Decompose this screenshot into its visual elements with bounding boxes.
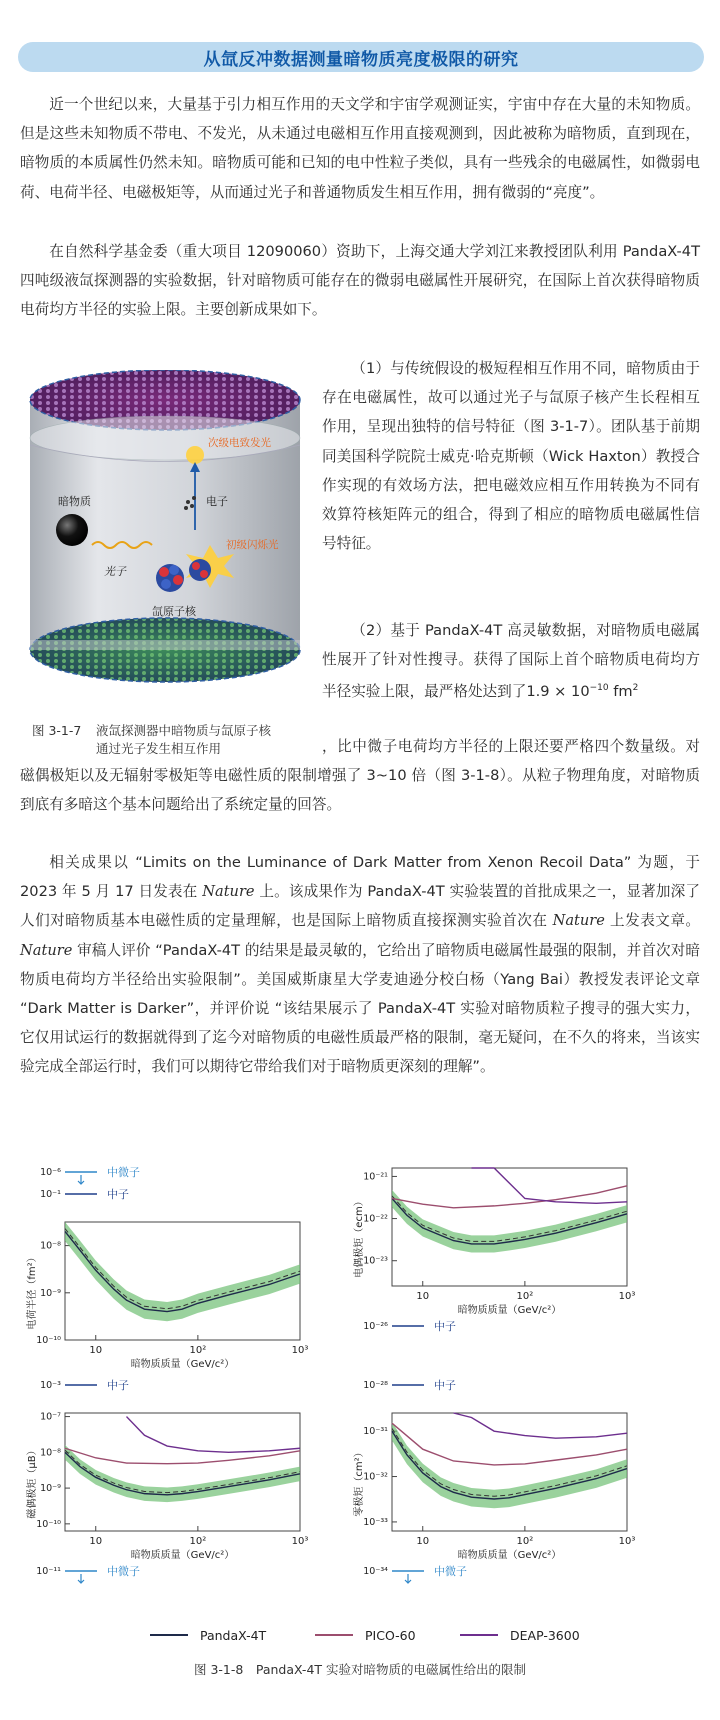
x-axis-label: 暗物质质量（GeV/c²） <box>130 1359 235 1370</box>
x-axis-label: 暗物质质量（GeV/c²） <box>457 1550 562 1561</box>
y-tick-label: 10⁻⁷ <box>40 1411 61 1423</box>
label-electron: 电子 <box>206 495 228 508</box>
p5-nature1: Nature <box>202 883 255 901</box>
reference-label: 中子 <box>434 1379 456 1392</box>
x-tick-label: 10² <box>189 1345 207 1356</box>
paragraph-1: 近一个世纪以来，大量基于引力相互作用的天文学和宇宙学观测证实，宇宙中存在大量的未知物质。但是这些未知物质不带电、不发光，从未通过电磁相互作用直接观测到，因此被称为暗物质，直到现在，暗物质的本质属性仍然未知。暗物质可能和已知的电中性粒子类似，具有一些残余的电磁属性，如微弱电荷、电荷半径、电磁极矩等，从而通过光子和普通物质发生相互作用，拥有微弱的“亮度”。 <box>20 96 700 201</box>
secondary-light-flash <box>186 446 204 464</box>
legend-item-deap <box>460 1625 580 1645</box>
y-tick-label: 10⁻⁹ <box>40 1483 61 1495</box>
y-tick-label: 10⁻¹⁰ <box>36 1518 61 1530</box>
limit-arrow <box>78 1175 84 1184</box>
y-tick-label: 10⁻²² <box>363 1213 388 1225</box>
charge-radius-exponent: −10 <box>589 683 609 694</box>
x-tick-label: 10² <box>516 1536 534 1547</box>
y-axis-label: 电偶极矩（ecm） <box>354 1196 365 1278</box>
y-tick-label: 10⁻²³ <box>363 1255 388 1267</box>
charge-radius-limit: 1.9 × 10 <box>526 683 590 701</box>
reference-label: 中子 <box>107 1188 129 1201</box>
y-tick-label: 10⁻²⁸ <box>363 1380 388 1391</box>
label-dark-matter: 暗物质 <box>58 495 91 508</box>
legend-label-pandax: PandaX-4T <box>200 1627 267 1643</box>
legend-item-pico <box>315 1625 416 1645</box>
plot-frame <box>65 1413 300 1531</box>
reference-label: 中子 <box>434 1320 456 1333</box>
x-tick-label: 10 <box>89 1345 103 1356</box>
p5-part2: 上。该成果作为 PandaX-4T 实验装置的首批成果之一，显著加深了人们对暗物质基本电磁性质的定量理解，也是国际上暗物质直接探测实验首次在 <box>20 883 700 930</box>
label-photon: 光子 <box>104 565 126 578</box>
limit-arrow <box>78 1574 84 1583</box>
sensitivity-band <box>65 1222 300 1321</box>
y-tick-label: 10⁻³⁴ <box>363 1566 388 1577</box>
label-primary-light: 初级闪烁光 <box>226 539 279 551</box>
x-axis-label: 暗物质质量（GeV/c²） <box>130 1550 235 1561</box>
p5-nature2: Nature <box>552 912 605 930</box>
x-tick-label: 10² <box>189 1536 207 1547</box>
reference-label: 中微子 <box>107 1565 140 1578</box>
p5-nature3: Nature <box>20 941 73 959</box>
y-tick-label: 10⁻³¹ <box>363 1426 388 1438</box>
series-line-deap-3600 <box>126 1417 300 1453</box>
y-tick-label: 10⁻⁸ <box>40 1240 61 1252</box>
paragraph-5 <box>20 848 700 1082</box>
x-tick-label: 10 <box>89 1536 103 1547</box>
legend-label-deap: DEAP-3600 <box>510 1627 580 1643</box>
x-tick-label: 10 <box>416 1291 430 1302</box>
legend-swatch-pandax <box>150 1634 188 1636</box>
chart-panel-3 <box>25 1378 308 1583</box>
p5-part4: 审稿人评价 “PandaX-4T 的结果是最灵敏的，它给出了暗物质电磁属性最强的限制，并首次对暗物质电荷均方半径给出实验限制”。美国威斯康星大学麦迪逊分校白杨（Yang Bai）教授发表评论文章 “Dark Matter is Darker”，并评价说 “该结果展示了 PandaX-4T 实验对暗物质粒子搜寻的强大实力，它仅用试运行的数据就得到了迄今对暗物质的电磁性质最严格的限制，毫无疑问，在不久的将来，当该实验完成全部运行时，我们可以期待它带给我们对于暗物质更深刻的理解”。 <box>20 941 700 1076</box>
paragraph-3: （1）与传统假设的极短程相互作用不同，暗物质由于存在电磁属性，故可以通过光子与氙原子核产生长程相互作用，呈现出独特的信号特征（图 3-1-7）。团队基于前期同美国科学院院士威克·哈克斯顿（Wick Haxton）教授合作实现的有效场方法，把电磁效应相互作用转换为不同有效算符核矩阵元的组合，得到了相应的暗物质电磁属性信号特征。 <box>322 360 700 553</box>
page-title: 从氙反冲数据测量暗物质亮度极限的研究 <box>203 49 519 70</box>
y-tick-label: 10⁻²¹ <box>363 1171 388 1183</box>
y-tick-label: 10⁻²⁶ <box>363 1321 388 1332</box>
charge-radius-unit-exponent: 2 <box>632 683 639 694</box>
label-secondary-light: 次级电致发光 <box>208 437 271 449</box>
y-tick-label: 10⁻¹ <box>40 1189 61 1200</box>
x-tick-label: 10 <box>416 1536 430 1547</box>
reference-label: 中微子 <box>434 1565 467 1578</box>
y-tick-label: 10⁻⁶ <box>40 1167 61 1178</box>
y-tick-label: 10⁻⁸ <box>40 1447 61 1459</box>
p5-part3: 上发表文章。 <box>604 912 700 930</box>
y-tick-label: 10⁻¹¹ <box>36 1566 61 1577</box>
x-axis-label: 暗物质质量（GeV/c²） <box>457 1305 562 1316</box>
legend-swatch-pico <box>315 1634 353 1636</box>
y-tick-label: 10⁻⁹ <box>40 1287 61 1299</box>
series-line-pico-60 <box>392 1186 627 1208</box>
y-tick-label: 10⁻¹⁰ <box>36 1335 61 1346</box>
x-tick-label: 10³ <box>618 1536 636 1547</box>
series-line-deap-3600 <box>471 1168 627 1203</box>
em-limits-charts <box>20 1160 710 1590</box>
paragraph-4-cont: ，比中微子电荷均方半径的上限还要严格四个数量级。对 <box>322 738 700 755</box>
dark-matter-ball <box>56 514 88 546</box>
paragraph-2: 在自然科学基金委（重大项目 12090060）资助下，上海交通大学刘江来教授团队利用 PandaX-4T 四吨级液氙探测器的实验数据，针对暗物质可能存在的微弱电磁属性开展研究，在国际上首次获得暗物质电荷均方半径的实验上限。主要创新成果如下。 <box>20 243 700 319</box>
chart-panel-2 <box>352 1168 635 1333</box>
chart-legend <box>150 1625 590 1645</box>
y-tick-label: 10⁻³² <box>363 1471 388 1483</box>
reference-label: 中子 <box>107 1379 129 1392</box>
reference-label: 中微子 <box>107 1166 140 1179</box>
chart-panel-4 <box>352 1378 635 1583</box>
legend-swatch-deap <box>460 1634 498 1636</box>
p5-part1: 相关成果以 “Limits on the Luminance of Dark Matter from Xenon Recoil Data” 为题，于 2023 年 5 月 17 日发表在 <box>20 854 700 901</box>
label-xenon-nucleus: 氙原子核 <box>152 605 196 618</box>
figure1-caption <box>32 722 322 758</box>
y-tick-label: 10⁻³³ <box>363 1516 388 1528</box>
charge-radius-unit: fm <box>608 683 633 701</box>
legend-item-pandax <box>150 1625 266 1645</box>
y-axis-label: 零极矩（cm²） <box>354 1447 365 1517</box>
paragraph-4-tail: 磁偶极矩以及无辐射零极矩等电磁性质的限制增强了 3~10 倍（图 3-1-8）。从粒子物理角度，对暗物质到底有多暗这个基本问题给出了系统定量的回答。 <box>20 767 700 814</box>
x-tick-label: 10³ <box>291 1345 309 1356</box>
figure1-caption-line2: 通过光子发生相互作用 <box>96 741 222 756</box>
figure1-caption-number: 图 3-1-7 <box>32 723 82 738</box>
figure2-caption: 图 3-1-8 PandaX-4T 实验对暗物质的电磁属性给出的限制 <box>193 1662 527 1677</box>
series-line-deap-3600 <box>453 1413 627 1438</box>
y-tick-label: 10⁻³ <box>40 1380 61 1391</box>
y-axis-label: 电荷半径（fm²） <box>27 1252 38 1330</box>
title-banner <box>18 42 704 72</box>
legend-label-pico: PICO-60 <box>365 1627 416 1643</box>
limit-arrow <box>405 1574 411 1583</box>
detector-figure <box>20 370 310 710</box>
x-tick-label: 10² <box>516 1291 534 1302</box>
paragraph-4-start: （2）基于 PandaX-4T 高灵敏数据，对暗物质电磁属性展开了针对性搜寻。获得了国际上首个暗物质电荷均方半径实验上限，最严格处达到了 <box>322 622 700 701</box>
paragraph-4 <box>322 616 700 706</box>
chart-panel-1 <box>25 1165 308 1370</box>
x-tick-label: 10³ <box>618 1291 636 1302</box>
y-axis-label: 磁偶极矩（μB） <box>27 1445 38 1519</box>
x-tick-label: 10³ <box>291 1536 309 1547</box>
series-line-pico-60 <box>392 1423 627 1465</box>
figure1-caption-line1: 液氙探测器中暗物质与氙原子核 <box>96 723 272 738</box>
